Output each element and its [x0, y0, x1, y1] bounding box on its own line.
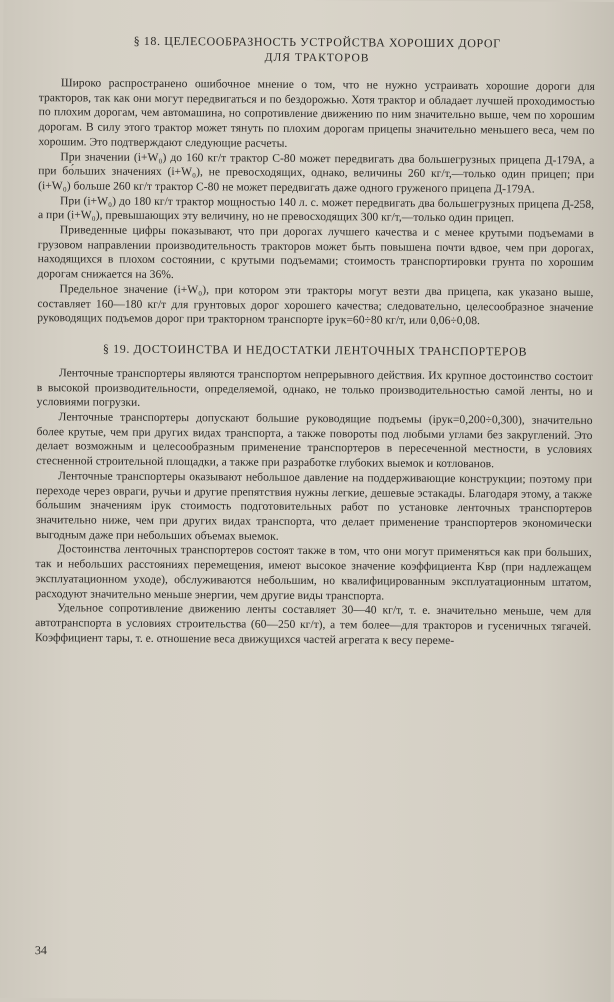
section-19-title: § 19. ДОСТОИНСТВА И НЕДОСТАТКИ ЛЕНТОЧНЫХ ТРАНСПОРТЕРОВ: [102, 341, 528, 359]
paragraph: Приведенные цифры показывают, что при дорогах лучшего качества и с менее крутыми подъемами в грузовом направлении производительность тракторов может быть повышена почти вдвое, чем при дорогах, находящихся в плохом состоянии, с крутыми подъемами; стоимость транспортировки грунта по хорошим дорогам снижается на 36%.: [37, 223, 594, 282]
paragraph: Ленточные транспортеры оказывают небольшое давление на поддерживающие конструкции; поэтому при переходе через овраги, ручьи и другие препятствия нужны легкие, дешевые эстакады. Благодаря этому, а также бо́льшим значениям iрук стоимость подготовительных работ по установке ленточных транспортеров значительно ниже, чем при других видах транспорта, что делает применение транспортеров экономически выгодным даже при небольших объемах выемок.: [35, 469, 593, 543]
paragraph: Удельное сопротивление движению ленты составляет 30—40 кг/т, т. е. значительно меньше, чем для автотранспорта в условиях строительства (60—250 кг/т), а тем более—для тракторов и гусеничных тягачей. Коэффициент тары, т. е. отношение веса движущихся частей агрегата к весу переме-: [34, 601, 592, 647]
section-18-heading: [39, 32, 595, 68]
paragraph: При значении (i+W₀) до 160 кг/т трактор С-80 может передвигать два большегрузных прицепа Д-179А, а при бо́льших значениях (i+W₀), не превосходящих, однако, величины 260 кг/т,—только один прицеп; при (i+W₀) больше 260 кг/т трактор С-80 не может передвигать даже одного груженого прицепа Д-179А.: [38, 149, 595, 196]
paragraph: При (i+W₀) до 180 кг/т трактор мощностью 140 л. с. может передвигать два большегрузных прицепа Д-258, а при (i+W₀), превышающих эту величину, но не превосходящих 300 кг/т,—только один прицеп.: [37, 193, 595, 225]
paragraph: Ленточные транспортеры допускают большие руководящие подъемы (iрук=0,200÷0,300), значительно более крутые, чем при других видах транспорта, а также повороты под любыми углами без закруглений. Это делает возможным и целесообразным применение транспортеров в пересеченной местности, в условиях стесненной строительной площадки, а также при разработке глубоких выемок и котлованов.: [36, 410, 593, 471]
paragraph: Ленточные транспортеры являются транспортом непрерывного действия. Их крупное достоинство состоит в высокой производительности, определяемой, однако, не только производительностью самой ленты, но и условиями погрузки.: [36, 366, 593, 410]
section-18-title-line2: ДЛЯ ТРАКТОРОВ: [264, 51, 370, 65]
page-number: 34: [34, 943, 47, 958]
paragraph: Предельное значение (i+W₀), при котором эти тракторы могут везти два прицепа, как указано выше, составляет 160—180 кг/т для грунтовых дорог хорошего качества; следовательно, целесообразное значение руководящих подъемов дорог при тракторном транспорте iрук=60÷80 кг/т, или 0,06÷0,08.: [37, 282, 594, 328]
paragraph: Широко распространено ошибочное мнение о том, что не нужно устраивать хорошие дороги для тракторов, так как они могут передвигаться и по бездорожью. Хотя трактор и обладает лучшей проходимостью по плохим дорогам, чем автомашина, но сопротивление движению по ним значительно выше, чем по хорошим дорогам. В силу этого трактор может тянуть по плохим дорогам прицепы значительно меньшего веса, чем по хорошим. Это подтверждают следующие расчеты.: [38, 76, 595, 150]
section-18-title-line1: § 18. ЦЕЛЕСООБРАЗНОСТЬ УСТРОЙСТВА ХОРОШИХ ДОРОГ: [133, 33, 501, 51]
paragraph: Достоинства ленточных транспортеров состоят также в том, что они могут применяться как при больших, так и небольших расстояниях перемещения, имеют высокое значение коэффициента Kвр (при надлежащем эксплуатационном уходе), обслуживаются небольшим, но квалифицированным эксплуатационным штатом, расходуют значительно меньше энергии, чем другие виды транспорта.: [35, 542, 592, 603]
section-19-heading: [37, 340, 593, 360]
